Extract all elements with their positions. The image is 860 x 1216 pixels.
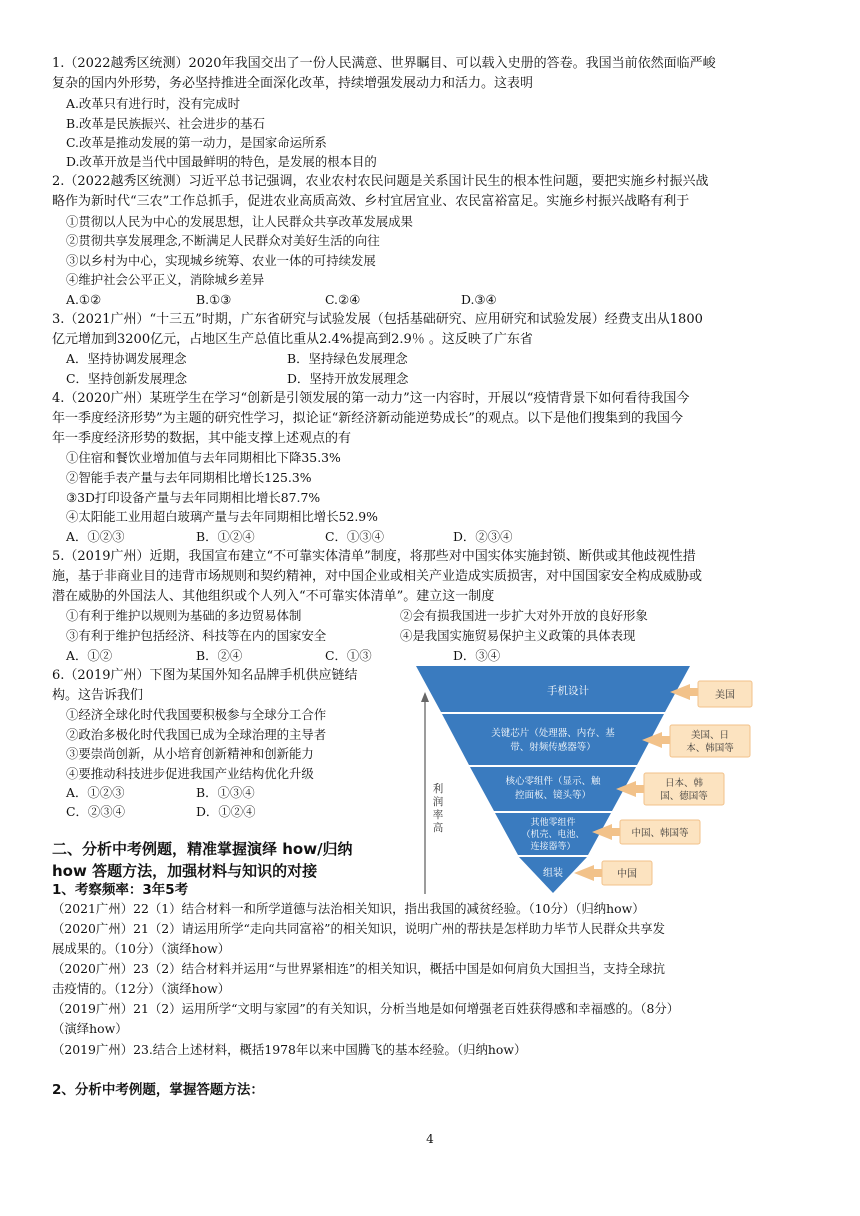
exam-line-1: （2021广州）22（1）结合材料一和所学道德与法治相关知识，指出我国的减贫经验。（10分）（归纳how）	[52, 901, 645, 916]
q2-stem-line-1: 2.（2022越秀区统测）习近平总书记强调，农业农村农民问题是关系国计民生的根本性问题，要把实施乡村振兴战	[52, 174, 709, 189]
q3-option-a: A．坚持协调发展理念	[66, 351, 187, 366]
section2-subheading-2: 2、分析中考例题，掌握答题方法：	[52, 1082, 264, 1098]
q6-item-2: ②政治多极化时代我国已成为全球治理的主导者	[66, 727, 327, 742]
q4-item-4: ④太阳能工业用超白玻璃产量与去年同期相比增长52.9%	[66, 509, 378, 524]
q3-option-c: C．坚持创新发展理念	[66, 371, 187, 386]
band-label-chips-2: 带、射频传感器等）	[510, 742, 596, 753]
q6-option-d: D．①②④	[196, 804, 256, 819]
exam-line-8: （2019广州）23.结合上述材料，概括1978年以来中国腾飞的基本经验。（归纳how）	[52, 1042, 527, 1057]
country-chips-2: 本、韩国等	[686, 743, 734, 754]
exam-line-3: 展成果的。（10分）（演绎how）	[52, 941, 231, 956]
q4-option-c: C．①③④	[325, 529, 385, 544]
q5-option-c: C．①③	[325, 648, 372, 663]
country-assembly: 中国	[617, 869, 637, 880]
q6-item-1: ①经济全球化时代我国要积极参与全球分工合作	[66, 707, 327, 722]
country-other: 中国、韩国等	[631, 828, 689, 839]
q5-option-a: A．①②	[66, 648, 113, 663]
q3-stem-line-1: 3.（2021广州）“十三五”时期，广东省研究与试验发展（包括基础研究、应用研究和试验发展）经费支出从1800	[52, 312, 703, 327]
funnel-band-core-parts	[470, 767, 636, 811]
q2-item-2: ②贯彻共享发展理念,不断满足人民群众对美好生活的向往	[66, 233, 380, 248]
q5-item-3: ③有利于维护包括经济、科技等在内的国家安全	[66, 628, 327, 643]
profit-axis-label-1: 利	[432, 783, 444, 795]
country-design: 美国	[715, 690, 735, 701]
q2-option-c: C.②④	[325, 292, 361, 307]
q1-option-d: D.改革开放是当代中国最鲜明的特色，是发展的根本目的	[66, 154, 377, 169]
q5-item-1: ①有利于维护以规则为基础的多边贸易体制	[66, 608, 302, 623]
q5-option-d: D．③④	[453, 648, 501, 663]
q3-stem-line-2: 亿元增加到3200亿元，占地区生产总值比重从2.4%提高到2.9％ 。这反映了广东省	[52, 332, 533, 347]
country-core-1: 日本、韩	[664, 778, 704, 789]
band-label-core-2: 控面板、镜头等）	[514, 790, 592, 801]
q3-option-b: B．坚持绿色发展理念	[287, 351, 408, 366]
page-number: 4	[426, 1132, 434, 1146]
supply-chain-diagram	[408, 662, 800, 898]
q2-option-d: D.③④	[461, 292, 497, 307]
country-core-2: 国、德国等	[660, 791, 708, 802]
q2-option-b: B.①③	[196, 292, 232, 307]
q1-option-a: A.改革只有进行时，没有完成时	[66, 96, 240, 111]
band-label-assembly: 组装	[543, 868, 563, 879]
q5-option-b: B．②④	[196, 648, 243, 663]
q1-stem-line-2: 复杂的国内外形势，务必坚持推进全面深化改革，持续增强发展动力和活力。这表明	[52, 76, 534, 91]
q6-item-4: ④要推动科技进步促进我国产业结构优化升级	[66, 766, 314, 781]
q1-option-c: C.改革是推动发展的第一动力，是国家命运所系	[66, 135, 327, 150]
band-label-other-3: 连接器等）	[530, 842, 576, 852]
q6-item-3: ③要崇尚创新，从小培育创新精神和创新能力	[66, 746, 314, 761]
q6-stem-line-2: 构。这告诉我们	[52, 688, 144, 703]
country-chips-1: 美国、日	[690, 730, 730, 741]
profit-axis-label-4: 高	[432, 822, 444, 834]
profit-axis-label-3: 率	[432, 809, 444, 821]
funnel-band-chips	[442, 714, 664, 765]
q4-option-a: A．①②③	[66, 529, 125, 544]
q5-stem-line-1: 5.（2019广州）近期，我国宣布建立“不可靠实体清单”制度，将那些对中国实体实施封锁、断供或其他歧视性措	[52, 549, 696, 564]
q5-stem-line-3: 潜在威胁的外国法人、其他组织或个人列入“不可靠实体清单”。建立这一制度	[52, 589, 495, 604]
arrow-assembly	[574, 865, 602, 881]
exam-line-5: 击疫情的。（12分）（演绎how）	[52, 981, 231, 996]
exam-line-4: （2020广州）23（2）结合材料并运用“与世界紧相连”的相关知识，概括中国是如何肩负大国担当，支持全球抗	[52, 961, 666, 976]
section2-title-line-2: how 答题方法，加强材料与知识的对接	[52, 862, 318, 880]
q2-stem-line-2: 略作为新时代“三农”工作总抓手，促进农业高质高效、乡村宜居宜业、农民富裕富足。实施乡村振兴战略有利于	[52, 194, 690, 209]
q2-option-a: A.①②	[66, 292, 102, 307]
q5-stem-line-2: 施，基于非商业目的违背市场规则和契约精神，对中国企业或相关产业造成实质损害，对中国国家安全构成威胁或	[52, 569, 703, 584]
q4-item-1: ①住宿和餐饮业增加值与去年同期相比下降35.3%	[66, 450, 341, 465]
q6-option-b: B．①③④	[196, 785, 255, 800]
exam-line-7: （演绎how）	[52, 1021, 128, 1036]
q4-item-2: ②智能手表产量与去年同期相比增长125.3%	[66, 470, 312, 485]
profit-axis-label-2: 润	[432, 796, 444, 808]
exam-line-2: （2020广州）21（2）请运用所学“走向共同富裕”的相关知识，说明广州的帮扶是怎样助力毕节人民群众共享发	[52, 921, 666, 936]
exam-line-6: （2019广州）21（2）运用所学“文明与家园”的有关知识，分析当地是如何增强老百姓获得感和幸福感的。（8分）	[52, 1001, 680, 1016]
q6-option-c: C．②③④	[66, 804, 126, 819]
q2-item-4: ④维护社会公平正义，消除城乡差异	[66, 272, 265, 287]
band-label-design: 手机设计	[547, 685, 589, 697]
q4-stem-line-3: 年一季度经济形势的数据，其中能支撑上述观点的有	[52, 431, 352, 446]
q6-stem-line-1: 6.（2019广州）下图为某国外知名品牌手机供应链结	[52, 668, 358, 683]
q1-stem-line-1: 1.（2022越秀区统测）2020年我国交出了一份人民满意、世界瞩目、可以载入史册的答卷。我国当前依然面临严峻	[52, 56, 716, 71]
profit-axis-arrowhead	[421, 692, 429, 702]
q1-option-b: B.改革是民族振兴、社会进步的基石	[66, 116, 265, 131]
section2-subheading-1: 1、考察频率：3年5考	[52, 882, 189, 898]
section2-title-line-1: 二、分析中考例题，精准掌握演绎 how/归纳	[52, 840, 353, 858]
q2-item-1: ①贯彻以人民为中心的发展思想，让人民群众共享改革发展成果	[66, 214, 413, 229]
q5-item-2: ②会有损我国进一步扩大对外开放的良好形象	[400, 608, 648, 623]
q3-option-d: D．坚持开放发展理念	[287, 371, 409, 386]
q6-option-a: A．①②③	[66, 785, 125, 800]
q4-option-b: B．①②④	[196, 529, 255, 544]
q4-stem-line-1: 4.（2020广州）某班学生在学习“创新是引领发展的第一动力”这一内容时，开展以“疫情背景下如何看待我国今	[52, 391, 690, 406]
q2-item-3: ③以乡村为中心，实现城乡统筹、农业一体的可持续发展	[66, 253, 376, 268]
band-label-other-2: （机壳、电池、	[521, 830, 585, 840]
q4-stem-line-2: 年一季度经济形势”为主题的研究性学习，拟论证“新经济新动能逆势成长”的观点。以下是他们搜集到的我国今	[52, 411, 683, 426]
band-label-core-1: 核心零组件（显示、触	[505, 776, 601, 787]
q5-item-4: ④是我国实施贸易保护主义政策的具体表现	[400, 628, 636, 643]
band-label-other-1: 其他零组件	[530, 818, 576, 828]
q4-option-d: D．②③④	[453, 529, 513, 544]
band-label-chips-1: 关键芯片（处理器、内存、基	[491, 728, 615, 739]
q4-item-3: ③3D打印设备产量与去年同期相比增长87.7%	[66, 490, 321, 505]
